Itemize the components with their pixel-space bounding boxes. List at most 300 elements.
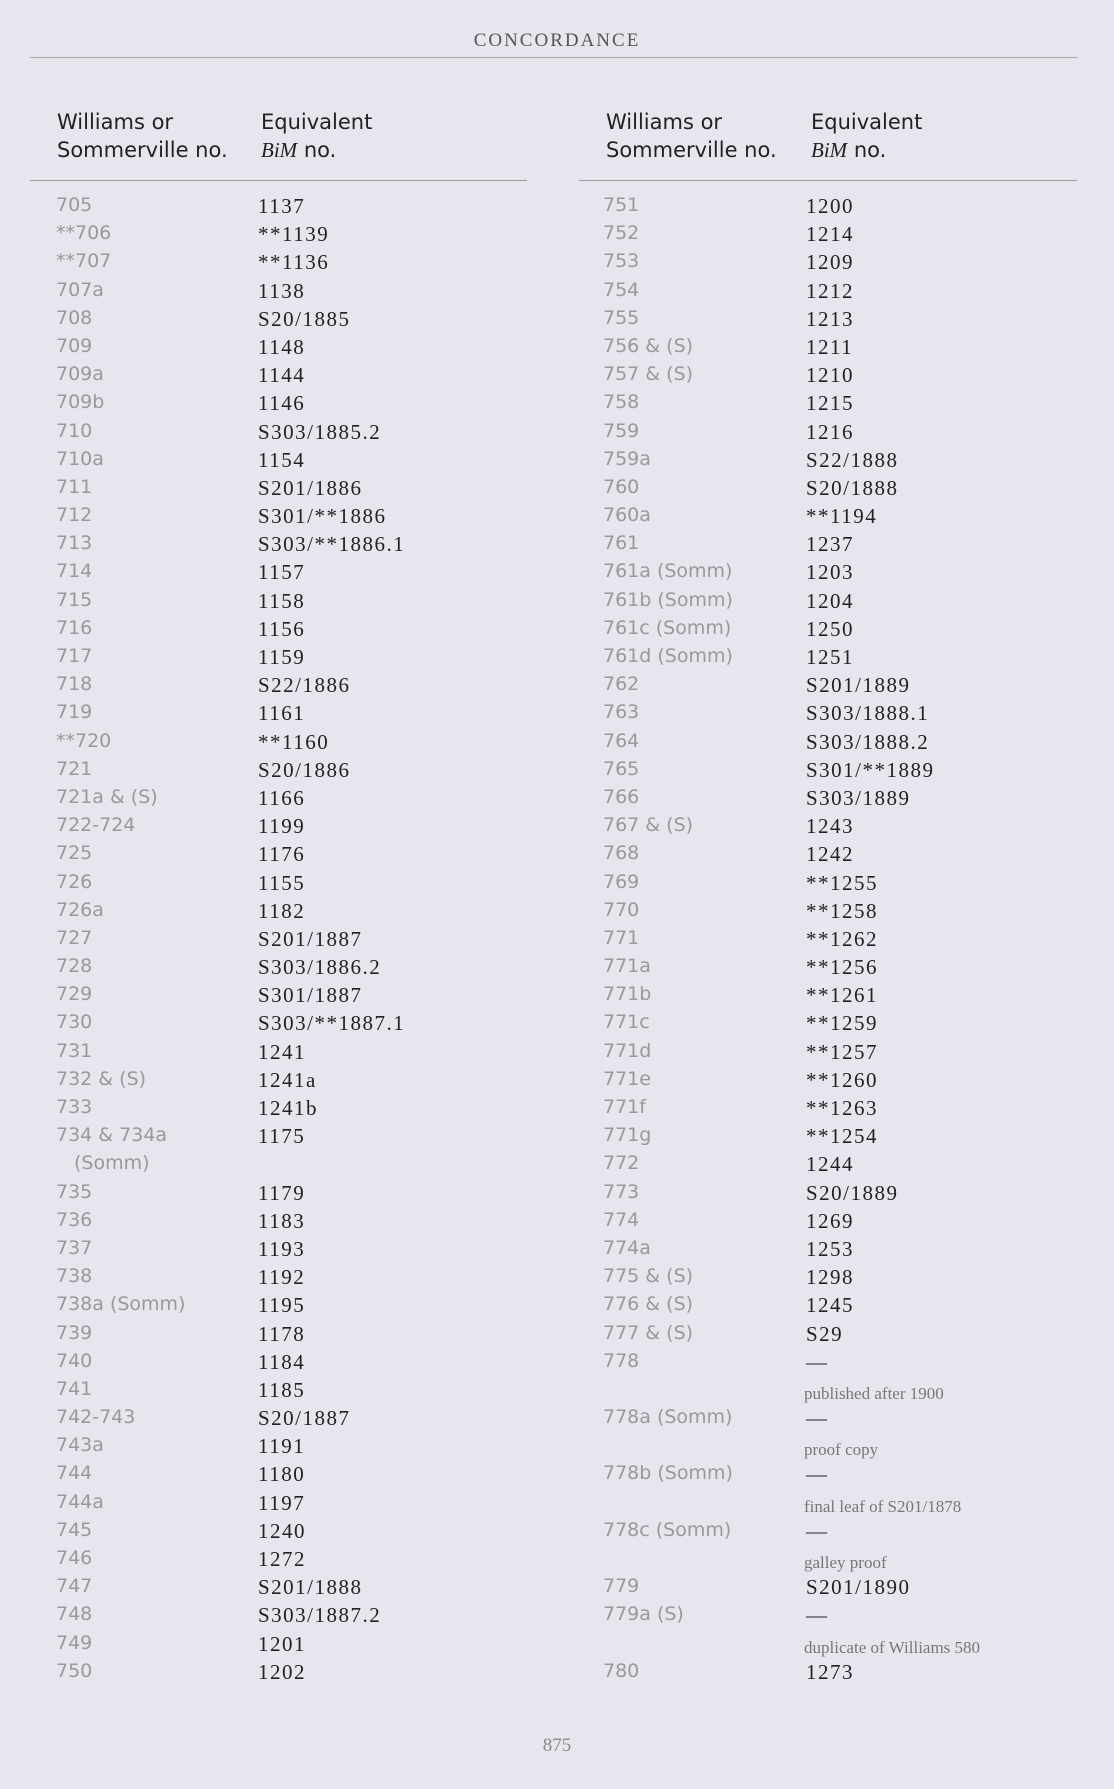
concordance-row (0, 363, 520, 391)
bim-number: 1184 (258, 1349, 306, 1374)
left-column (0, 108, 500, 1684)
williams-number: 761d (Somm) (603, 645, 733, 667)
bim-number: 1182 (258, 898, 306, 923)
bim-number: 1212 (806, 278, 854, 303)
concordance-row (0, 1265, 520, 1293)
concordance-row (0, 786, 520, 814)
concordance-row (550, 363, 1070, 391)
williams-number: 779 (603, 1575, 640, 1598)
williams-number: 717 (56, 645, 93, 667)
bim-number: S303/1888.2 (806, 729, 930, 754)
williams-number: 769 (603, 870, 640, 893)
bim-number: S201/1887 (258, 926, 363, 951)
bim-number: 1241b (258, 1096, 318, 1120)
williams-number: 737 (56, 1236, 93, 1259)
williams-number: 729 (56, 983, 93, 1006)
bim-number: 1210 (806, 363, 854, 388)
williams-number: 726a (56, 898, 104, 921)
williams-number: 777 & (S) (603, 1321, 694, 1344)
concordance-row (550, 1434, 1070, 1462)
concordance-row (550, 448, 1070, 476)
note-text: final leaf of S201/1878 (804, 1496, 962, 1516)
right-column (550, 108, 1050, 1684)
williams-number: 708 (56, 306, 93, 329)
bim-number: 1269 (806, 1208, 854, 1233)
bim-number: S303/1887.2 (258, 1603, 382, 1628)
concordance-row (550, 1603, 1070, 1631)
williams-number: 748 (56, 1603, 93, 1626)
williams-number: 705 (56, 194, 93, 216)
bim-number: S303/1885.2 (258, 419, 382, 444)
williams-number: 778 (603, 1349, 640, 1372)
concordance-row (550, 786, 1070, 814)
concordance-row (550, 589, 1070, 617)
concordance-row (550, 476, 1070, 504)
concordance-row (0, 1237, 520, 1265)
williams-number: 715 (56, 588, 93, 611)
concordance-row (0, 1068, 520, 1096)
williams-number: 773 (603, 1180, 640, 1203)
bim-number: — (806, 1462, 829, 1487)
williams-number: 716 (56, 616, 93, 639)
bim-number: — (806, 1406, 829, 1431)
williams-number: 742-743 (56, 1406, 136, 1429)
williams-number: 734 & 734a (56, 1124, 168, 1147)
williams-number: 721 (56, 757, 93, 780)
concordance-row (550, 1350, 1070, 1378)
concordance-row (550, 279, 1070, 307)
bim-number: 1251 (806, 645, 854, 669)
concordance-row (550, 899, 1070, 927)
concordance-row (0, 194, 520, 222)
bim-number: 1202 (258, 1659, 306, 1684)
concordance-row (550, 814, 1070, 842)
bim-number: 1176 (258, 842, 306, 867)
williams-number: 758 (603, 391, 640, 414)
bim-number: 1213 (806, 306, 854, 331)
williams-number: 738a (Somm) (56, 1293, 186, 1316)
bim-number: 1240 (258, 1518, 306, 1543)
bim-number: 1253 (806, 1236, 854, 1261)
bim-number: — (806, 1603, 829, 1628)
right-column-header (550, 108, 1050, 166)
concordance-row (0, 589, 520, 617)
concordance-row (550, 1181, 1070, 1209)
concordance-row (550, 1237, 1070, 1265)
bim-number: S20/1889 (806, 1180, 899, 1205)
concordance-row (550, 1547, 1070, 1575)
williams-number: 778a (Somm) (603, 1406, 733, 1429)
williams-number: 774 (603, 1208, 640, 1231)
left-column-header (0, 108, 500, 166)
left-col1-line1: Williams or (57, 110, 174, 134)
concordance-row (0, 1462, 520, 1490)
bim-number: **1258 (806, 898, 878, 923)
bim-number: 1185 (258, 1377, 306, 1402)
concordance-row (550, 1265, 1070, 1293)
williams-number: 731 (56, 1039, 93, 1062)
bim-number: 1179 (258, 1180, 306, 1205)
concordance-row (0, 617, 520, 645)
concordance-row (0, 250, 520, 278)
concordance-row (550, 1293, 1070, 1321)
williams-number: 768 (603, 842, 640, 865)
williams-number: 761a (Somm) (603, 560, 733, 583)
bim-number: 1200 (806, 194, 854, 218)
williams-number: 761 (603, 532, 640, 555)
bim-number: S303/1888.1 (806, 701, 930, 726)
williams-number: 756 & (S) (603, 334, 694, 357)
williams-number: 755 (603, 306, 640, 329)
williams-number: 778b (Somm) (603, 1462, 733, 1485)
williams-number: 772 (603, 1152, 640, 1175)
williams-number: 740 (56, 1349, 93, 1372)
bim-number: 1273 (806, 1659, 854, 1684)
bim-number: **1263 (806, 1096, 878, 1120)
williams-number: 744 (56, 1462, 93, 1485)
bim-number: 1159 (258, 645, 306, 669)
williams-number: 733 (56, 1096, 93, 1118)
williams-number: 732 & (S) (56, 1067, 147, 1090)
concordance-row (0, 1406, 520, 1434)
bim-number: **1255 (806, 870, 878, 895)
williams-number: 726 (56, 870, 93, 893)
concordance-row (0, 476, 520, 504)
williams-number: 760a (603, 504, 651, 527)
williams-number: 749 (56, 1631, 93, 1654)
concordance-row (0, 1011, 520, 1039)
right-col1-heading (606, 108, 777, 164)
concordance-row (0, 1519, 520, 1547)
concordance-row (550, 420, 1070, 448)
bim-number: 1211 (806, 334, 854, 359)
concordance-row (0, 1491, 520, 1519)
bim-number: 1192 (258, 1265, 306, 1290)
williams-number: 722-724 (56, 814, 136, 837)
bim-number: 1138 (258, 278, 306, 303)
williams-number: 754 (603, 278, 640, 301)
concordance-row (0, 1124, 520, 1152)
bim-number: 1197 (258, 1490, 306, 1515)
running-head: CONCORDANCE (473, 30, 641, 51)
bim-number: S303/**1887.1 (258, 1011, 406, 1036)
right-col2-line2 (811, 136, 922, 164)
williams-number: 771 (603, 926, 640, 949)
bim-number: 1156 (258, 616, 306, 641)
concordance-row (550, 842, 1070, 870)
concordance-row (550, 222, 1070, 250)
concordance-row (0, 730, 520, 758)
williams-number: 719 (56, 701, 93, 724)
williams-number: 775 & (S) (603, 1265, 694, 1288)
bim-number: — (806, 1349, 829, 1374)
williams-number: 728 (56, 955, 93, 978)
williams-number: 780 (603, 1659, 640, 1682)
concordance-row (550, 983, 1070, 1011)
bim-number: 1157 (258, 560, 306, 585)
williams-number: 713 (56, 532, 93, 555)
right-col2-line1: Equivalent (811, 110, 923, 134)
concordance-row (0, 814, 520, 842)
bim-number: 1215 (806, 391, 854, 416)
left-col2-line2 (261, 136, 372, 164)
williams-number: 710a (56, 447, 104, 470)
williams-number: 710 (56, 419, 93, 442)
concordance-row (0, 1209, 520, 1237)
right-col2-heading (811, 108, 922, 164)
concordance-row (550, 1322, 1070, 1350)
williams-number: 771c (603, 1011, 650, 1034)
concordance-row (0, 222, 520, 250)
williams-number: 757 & (S) (603, 363, 694, 386)
concordance-row (0, 1322, 520, 1350)
concordance-row (0, 560, 520, 588)
williams-number: 753 (603, 250, 640, 273)
bim-label: BiM (811, 138, 848, 162)
note-text: published after 1900 (804, 1383, 944, 1403)
bim-number: 1245 (806, 1293, 854, 1318)
bim-number: S20/1885 (258, 306, 351, 331)
bim-number: **1261 (806, 983, 878, 1008)
williams-number: 725 (56, 842, 93, 865)
header-rule (30, 57, 1078, 58)
concordance-row (550, 617, 1070, 645)
concordance-row (550, 335, 1070, 363)
williams-number: 744a (56, 1490, 104, 1513)
bim-number: **1260 (806, 1067, 878, 1092)
williams-number: 776 & (S) (603, 1293, 694, 1316)
williams-number: 752 (603, 222, 640, 245)
concordance-row (0, 673, 520, 701)
williams-number: **707 (56, 250, 112, 273)
concordance-row (0, 532, 520, 560)
bim-number: 1209 (806, 250, 854, 275)
concordance-row (550, 1378, 1070, 1406)
concordance-row (0, 842, 520, 870)
bim-number: 1203 (806, 560, 854, 585)
williams-number: 770 (603, 898, 640, 921)
bim-number: **1257 (806, 1039, 878, 1064)
bim-number: **1262 (806, 926, 878, 951)
williams-number: **720 (56, 729, 112, 752)
bim-number: 1144 (258, 363, 306, 388)
left-col2-line1: Equivalent (261, 110, 373, 134)
bim-number: **1160 (258, 729, 330, 754)
left-rows (0, 194, 520, 1688)
williams-number: (Somm) (74, 1152, 150, 1175)
williams-number: 767 & (S) (603, 814, 694, 837)
concordance-row (550, 1660, 1070, 1688)
bim-number: 1154 (258, 447, 306, 472)
bim-label: BiM (261, 138, 298, 162)
concordance-row (0, 1350, 520, 1378)
concordance-row (550, 250, 1070, 278)
bim-number: S201/1889 (806, 673, 911, 698)
page-number: 875 (542, 1735, 572, 1756)
bim-number: 1242 (806, 842, 854, 867)
williams-number: 759 (603, 419, 640, 442)
bim-number: S22/1886 (258, 673, 351, 698)
concordance-row (550, 730, 1070, 758)
no-label: no. (847, 138, 887, 162)
right-col1-line2: Sommerville no. (606, 138, 777, 162)
concordance-row (550, 927, 1070, 955)
concordance-row (550, 1096, 1070, 1124)
right-col1-line1: Williams or (606, 110, 723, 134)
concordance-row (550, 504, 1070, 532)
bim-number: S201/1890 (806, 1575, 911, 1600)
concordance-row (0, 758, 520, 786)
williams-number: 774a (603, 1236, 651, 1259)
bim-number: 1183 (258, 1208, 306, 1233)
concordance-row (550, 701, 1070, 729)
concordance-row (550, 1040, 1070, 1068)
williams-number: 750 (56, 1659, 93, 1682)
williams-number: 730 (56, 1011, 93, 1034)
concordance-row (550, 1152, 1070, 1180)
note-text: duplicate of Williams 580 (804, 1637, 981, 1657)
williams-number: 760 (603, 475, 640, 498)
williams-number: 707a (56, 278, 104, 301)
concordance-row (0, 1632, 520, 1660)
concordance-row (550, 1462, 1070, 1490)
concordance-row (0, 871, 520, 899)
bim-number: S303/1886.2 (258, 955, 382, 980)
bim-number: **1136 (258, 250, 330, 275)
williams-number: 714 (56, 560, 93, 583)
williams-number: 762 (603, 673, 640, 696)
williams-number: 712 (56, 504, 93, 527)
concordance-row (0, 1040, 520, 1068)
bim-number: 1272 (258, 1547, 306, 1571)
bim-number: — (806, 1518, 829, 1543)
bim-number: S301/**1886 (258, 504, 387, 529)
williams-number: 735 (56, 1180, 93, 1203)
bim-number: S20/1887 (258, 1406, 351, 1431)
bim-number: S301/**1889 (806, 757, 935, 782)
bim-number: 1178 (258, 1321, 306, 1346)
note-text: galley proof (804, 1553, 887, 1572)
concordance-row (550, 1011, 1070, 1039)
bim-number: 1175 (258, 1124, 306, 1149)
williams-number: 771a (603, 955, 651, 978)
bim-number: 1137 (258, 194, 306, 218)
williams-number: 771e (603, 1067, 651, 1090)
bim-number: 1250 (806, 616, 854, 641)
williams-number: 771d (603, 1039, 652, 1062)
bim-number: S29 (806, 1321, 844, 1346)
bim-number: 1237 (806, 532, 854, 557)
concordance-row (0, 1547, 520, 1575)
bim-number: **1194 (806, 504, 878, 529)
concordance-row (0, 927, 520, 955)
williams-number: **706 (56, 222, 112, 245)
williams-number: 771g (603, 1124, 652, 1147)
concordance-row (550, 1209, 1070, 1237)
concordance-row (0, 701, 520, 729)
williams-number: 766 (603, 785, 640, 808)
concordance-row (0, 504, 520, 532)
concordance-row (0, 307, 520, 335)
concordance-row (0, 448, 520, 476)
concordance-row (550, 1406, 1070, 1434)
williams-number: 746 (56, 1547, 93, 1569)
williams-number: 745 (56, 1518, 93, 1541)
concordance-row (550, 1575, 1070, 1603)
williams-number: 763 (603, 701, 640, 724)
concordance-row (0, 279, 520, 307)
bim-number: **1256 (806, 955, 878, 980)
bim-number: S303/1889 (806, 785, 911, 810)
concordance-row (0, 899, 520, 927)
williams-number: 778c (Somm) (603, 1518, 732, 1541)
bim-number: 1204 (806, 588, 854, 613)
williams-number: 709b (56, 391, 105, 414)
concordance-row (550, 1519, 1070, 1547)
bim-number: **1254 (806, 1124, 878, 1149)
left-col1-line2: Sommerville no. (57, 138, 228, 162)
bim-number: S201/1888 (258, 1575, 363, 1600)
williams-number: 721a & (S) (56, 785, 158, 808)
left-column-rule (30, 180, 527, 181)
concordance-row (550, 1124, 1070, 1152)
williams-number: 747 (56, 1575, 93, 1598)
concordance-row (0, 1181, 520, 1209)
williams-number: 761b (Somm) (603, 588, 733, 611)
williams-number: 738 (56, 1265, 93, 1288)
concordance-row (0, 1434, 520, 1462)
williams-number: 739 (56, 1321, 93, 1344)
bim-number: 1216 (806, 419, 854, 444)
concordance-row (0, 955, 520, 983)
bim-number: 1241a (258, 1067, 317, 1092)
concordance-row (0, 335, 520, 363)
concordance-row (0, 1603, 520, 1631)
bim-number: 1161 (258, 701, 306, 726)
concordance-row (550, 560, 1070, 588)
concordance-row (0, 1096, 520, 1124)
williams-number: 709a (56, 363, 104, 386)
williams-number: 743a (56, 1434, 104, 1457)
bim-number: 1214 (806, 222, 854, 247)
bim-number: 1158 (258, 588, 306, 613)
concordance-row (0, 1575, 520, 1603)
concordance-row (0, 983, 520, 1011)
williams-number: 771b (603, 983, 652, 1006)
bim-number: 1155 (258, 870, 306, 895)
bim-number: S303/**1886.1 (258, 532, 406, 557)
bim-number: S201/1886 (258, 475, 363, 500)
bim-number: 1199 (258, 814, 306, 839)
concordance-row (0, 420, 520, 448)
concordance-row (550, 673, 1070, 701)
concordance-row (0, 645, 520, 673)
bim-number: 1146 (258, 391, 306, 416)
concordance-row (550, 532, 1070, 560)
williams-number: 759a (603, 447, 651, 470)
williams-number: 736 (56, 1208, 93, 1231)
williams-number: 718 (56, 673, 93, 696)
left-col2-heading (261, 108, 372, 164)
bim-number: **1139 (258, 222, 330, 247)
williams-number: 764 (603, 729, 640, 752)
williams-number: 711 (56, 475, 93, 498)
bim-number: 1241 (258, 1039, 306, 1064)
right-column-rule (579, 180, 1077, 181)
bim-number: 1201 (258, 1631, 306, 1656)
bim-number: S20/1888 (806, 475, 899, 500)
bim-number: **1259 (806, 1011, 878, 1036)
